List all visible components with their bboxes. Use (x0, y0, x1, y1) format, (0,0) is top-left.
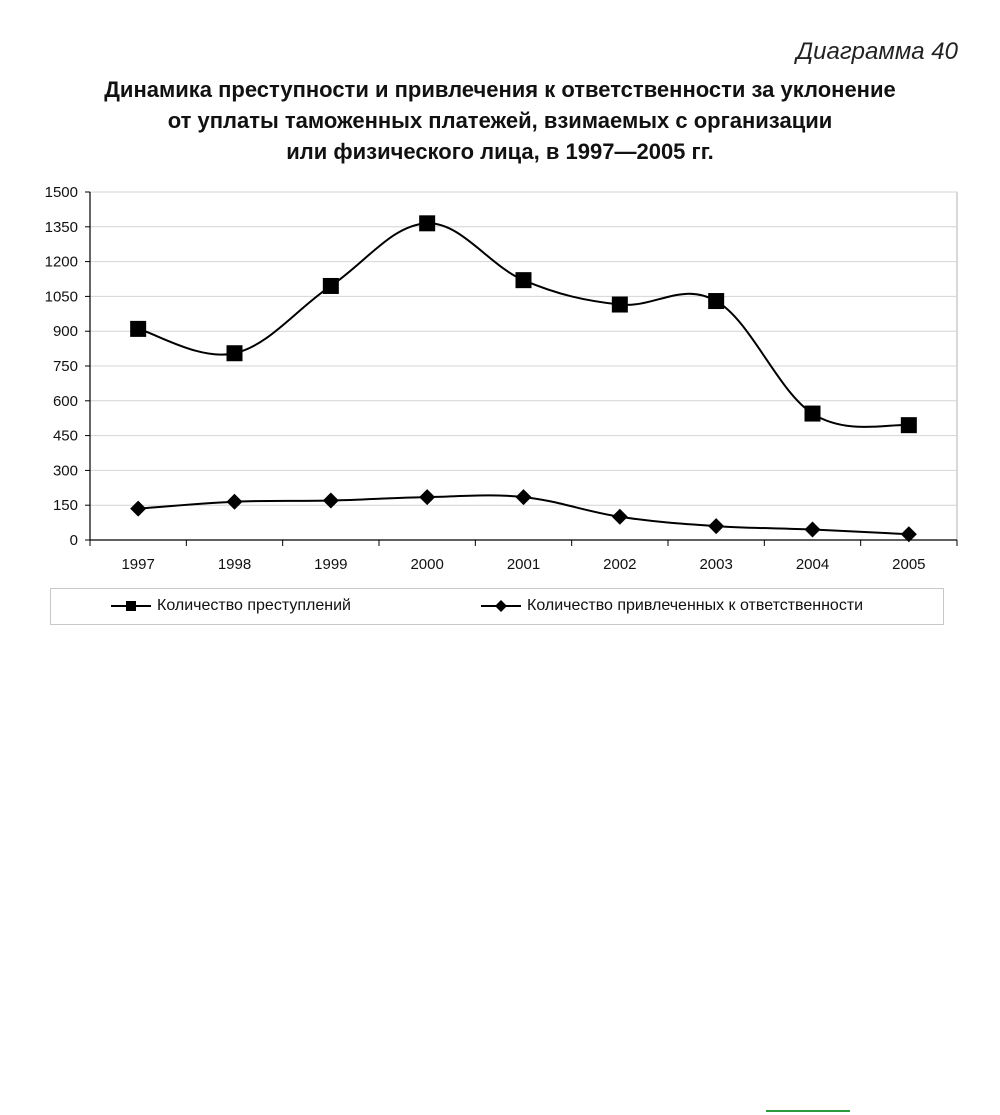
legend-label-prosecuted: Количество привлеченных к ответственности (527, 597, 864, 614)
x-tick-label: 2002 (603, 556, 637, 573)
y-tick-label: 1200 (44, 253, 78, 271)
data-point-crimes (323, 278, 339, 294)
page-link-underline (766, 1110, 850, 1112)
y-tick-label: 0 (69, 532, 78, 549)
data-point-crimes (612, 297, 628, 313)
diagram-caption: Диаграмма 40 (796, 38, 958, 65)
x-tick-label: 2000 (410, 556, 444, 573)
y-tick-label: 1050 (44, 288, 78, 306)
legend-item-prosecuted (481, 597, 863, 615)
x-tick-label: 1999 (314, 556, 348, 573)
y-tick-label: 1350 (44, 218, 78, 236)
chart-title-line-3: или физического лица, в 1997—2005 гг. (286, 139, 714, 164)
x-tick-label: 2005 (892, 556, 926, 573)
x-tick-label: 1997 (121, 556, 155, 573)
line-chart (0, 175, 1000, 585)
legend-square-marker-icon (111, 599, 151, 613)
y-tick-label: 600 (52, 392, 78, 410)
y-tick-label: 450 (52, 427, 78, 445)
y-tick-label: 750 (52, 358, 78, 375)
chart-legend (50, 588, 944, 625)
x-tick-label: 2004 (795, 556, 830, 573)
data-point-crimes (419, 215, 435, 231)
data-point-crimes (516, 272, 532, 288)
y-tick-label: 300 (52, 462, 78, 480)
data-point-crimes (130, 321, 146, 337)
y-tick-label: 900 (52, 323, 78, 341)
x-tick-label: 2001 (506, 556, 541, 573)
legend-item-crimes (111, 597, 351, 615)
chart-title-line-1: Динамика преступности и привлечения к ответственности за уклонение (104, 77, 896, 102)
chart-title-line-2: от уплаты таможенных платежей, взимаемых с организации (167, 108, 833, 133)
x-tick-label: 1998 (217, 556, 252, 573)
chart-title (0, 74, 1000, 167)
y-tick-label: 1500 (44, 184, 78, 201)
data-point-crimes (901, 417, 917, 433)
y-tick-label: 150 (52, 497, 78, 515)
legend-label-crimes: Количество преступлений (157, 597, 351, 614)
data-point-crimes (227, 345, 243, 361)
data-point-crimes (708, 293, 724, 309)
data-point-crimes (805, 406, 821, 422)
legend-diamond-marker-icon (481, 599, 521, 613)
x-tick-label: 2003 (699, 556, 733, 573)
